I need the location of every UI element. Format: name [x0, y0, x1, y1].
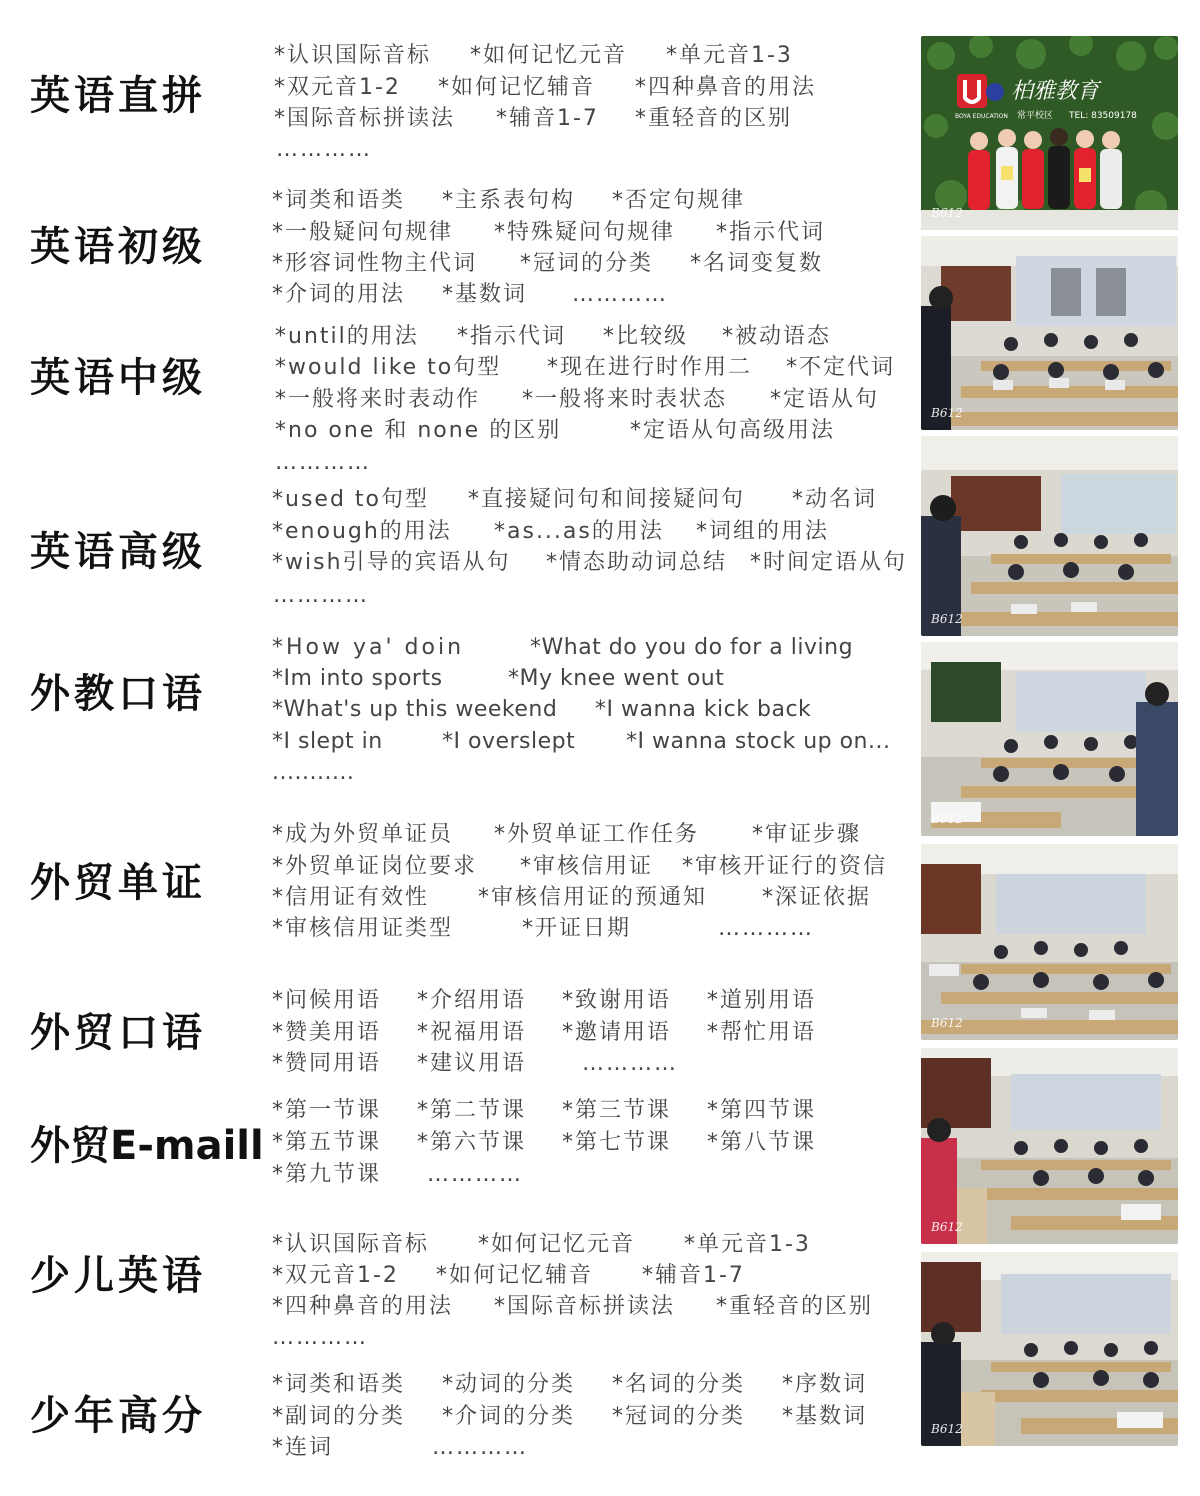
topic-item: *外贸单证岗位要求 — [272, 854, 478, 879]
topic-item: *What's up this weekend — [272, 697, 558, 722]
topic-item: *基数词 — [442, 282, 528, 307]
classroom-illustration — [921, 844, 1178, 1040]
sign-branch: 常平校区 — [1017, 111, 1054, 121]
topic-item: *第六节课 — [417, 1130, 527, 1155]
topic-item: *帮忙用语 — [707, 1020, 817, 1045]
topic-item: *介词的分类 — [442, 1404, 576, 1429]
ellipsis: ………… — [582, 1051, 678, 1076]
topic-item: *一般将来时表动作 — [275, 387, 481, 412]
topic-item: *My knee went out — [508, 666, 725, 691]
topic-item: *动名词 — [792, 487, 878, 512]
classroom-illustration — [921, 642, 1178, 836]
topic-item: *深证依据 — [762, 885, 872, 910]
classroom-illustration — [921, 236, 1178, 430]
topic-item: *What do you do for a living — [530, 635, 854, 660]
course-title: 英语中级 — [30, 355, 206, 401]
topic-item: *词类和语类 — [272, 188, 406, 213]
watermark-badge: B612 — [931, 406, 963, 420]
photo-group-sign — [921, 36, 1178, 230]
classroom-illustration — [921, 1048, 1178, 1244]
topic-item: *第五节课 — [272, 1130, 382, 1155]
ellipsis: ........... — [272, 760, 355, 785]
topic-item: *介绍用语 — [417, 988, 527, 1013]
topic-item: *冠词的分类 — [520, 251, 654, 276]
watermark-badge: B612 — [931, 1016, 963, 1030]
watermark-badge: B612 — [931, 1220, 963, 1234]
topic-item: *审核开证行的资信 — [682, 854, 888, 879]
sign-tel: TEL: 83509178 — [1069, 111, 1137, 121]
topic-item: *指示代词 — [457, 324, 567, 349]
course-title: 英语直拼 — [30, 73, 206, 119]
topic-item: *单元音1-3 — [666, 43, 793, 68]
topic-item: *双元音1-2 — [274, 75, 401, 100]
topic-item: *第四节课 — [707, 1098, 817, 1123]
topic-item: *直接疑问句和间接疑问句 — [468, 487, 746, 512]
topic-item: *审核信用证 — [520, 854, 654, 879]
topic-item: *名词的分类 — [612, 1372, 746, 1397]
topic-item: *词类和语类 — [272, 1372, 406, 1397]
topic-item: *基数词 — [782, 1404, 868, 1429]
topic-item: *国际音标拼读法 — [274, 106, 456, 131]
ellipsis: ………… — [432, 1435, 528, 1460]
topic-item: *as...as的用法 — [494, 519, 664, 544]
topic-item: *主系表句构 — [442, 188, 576, 213]
topic-item: *现在进行时作用二 — [547, 355, 753, 380]
topic-item: *如何记忆辅音 — [438, 75, 596, 100]
ellipsis: ………… — [273, 583, 369, 608]
topic-item: *一般疑问句规律 — [272, 220, 454, 245]
topic-item: *副词的分类 — [272, 1404, 406, 1429]
topic-item: *名词变复数 — [690, 251, 824, 276]
topic-item: *一般将来时表状态 — [522, 387, 728, 412]
topic-item: *Im into sports — [272, 666, 443, 691]
topic-item: *邀请用语 — [562, 1020, 672, 1045]
photo-classroom — [921, 1048, 1178, 1244]
topic-item: *不定代词 — [786, 355, 896, 380]
topic-item: *until的用法 — [275, 324, 419, 349]
topic-item: *定语从句高级用法 — [630, 418, 836, 443]
topic-item: *指示代词 — [716, 220, 826, 245]
ellipsis: ………… — [275, 450, 371, 475]
topic-item: *外贸单证工作任务 — [494, 822, 700, 847]
topic-item: *重轻音的区别 — [716, 1294, 874, 1319]
ellipsis: ………… — [427, 1162, 523, 1187]
topic-item: *定语从句 — [770, 387, 880, 412]
course-title: 英语高级 — [30, 529, 206, 575]
classroom-illustration — [921, 1252, 1178, 1446]
topic-item: *如何记忆辅音 — [436, 1263, 594, 1288]
watermark-badge: B612 — [931, 1422, 963, 1436]
course-title: 少年高分 — [30, 1393, 206, 1439]
topic-item: *四种鼻音的用法 — [635, 75, 817, 100]
topic-item: *审核信用证类型 — [272, 916, 454, 941]
topic-item: *连词 — [272, 1435, 334, 1460]
topic-item: *第二节课 — [417, 1098, 527, 1123]
classroom-illustration — [921, 436, 1178, 636]
topic-item: *How ya' doin — [272, 635, 465, 660]
ellipsis: ………… — [572, 282, 668, 307]
topic-item: *赞同用语 — [272, 1051, 382, 1076]
topic-item: *第一节课 — [272, 1098, 382, 1123]
topic-item: *四种鼻音的用法 — [272, 1294, 454, 1319]
course-title: 外教口语 — [30, 671, 206, 717]
topic-item: *问候用语 — [272, 988, 382, 1013]
course-title: 外贸单证 — [30, 860, 206, 906]
watermark-badge: B612 — [931, 812, 963, 826]
topic-item: *辅音1-7 — [642, 1263, 745, 1288]
course-title: 外贸E-maill — [30, 1123, 264, 1169]
ellipsis: ………… — [718, 916, 814, 941]
topic-item: *第七节课 — [562, 1130, 672, 1155]
photo-classroom — [921, 1252, 1178, 1446]
topic-item: *冠词的分类 — [612, 1404, 746, 1429]
course-title: 英语初级 — [30, 224, 206, 270]
topic-item: *形容词性物主代词 — [272, 251, 478, 276]
topic-item: *比较级 — [603, 324, 689, 349]
topic-item: *情态助动词总结 — [546, 550, 728, 575]
topic-item: *否定句规律 — [612, 188, 746, 213]
topic-item: *审证步骤 — [752, 822, 862, 847]
topic-item: *双元音1-2 — [272, 1263, 399, 1288]
topic-item: *信用证有效性 — [272, 885, 430, 910]
watermark-badge: B612 — [931, 612, 963, 626]
watermark-badge: B612 — [931, 206, 963, 220]
topic-item: *enough的用法 — [272, 519, 452, 544]
topic-item: *赞美用语 — [272, 1020, 382, 1045]
topic-item: *序数词 — [782, 1372, 868, 1397]
topic-item: *认识国际音标 — [272, 1232, 430, 1257]
topic-item: *动词的分类 — [442, 1372, 576, 1397]
topic-item: *开证日期 — [522, 916, 632, 941]
topic-item: *wish引导的宾语从句 — [272, 550, 511, 575]
topic-item: *I wanna stock up on... — [626, 729, 891, 754]
topic-item: *单元音1-3 — [684, 1232, 811, 1257]
sign-name: 柏雅教育 — [1011, 79, 1100, 104]
topic-item: *I slept in — [272, 729, 383, 754]
topic-item: *时间定语从句 — [750, 550, 908, 575]
topic-item: *辅音1-7 — [496, 106, 599, 131]
topic-item: *被动语态 — [722, 324, 832, 349]
topic-item: *道别用语 — [707, 988, 817, 1013]
topic-item: *如何记忆元音 — [478, 1232, 636, 1257]
photo-classroom — [921, 436, 1178, 636]
topic-item: *介词的用法 — [272, 282, 406, 307]
topic-item: *致谢用语 — [562, 988, 672, 1013]
topic-item: *第八节课 — [707, 1130, 817, 1155]
topic-item: *认识国际音标 — [274, 43, 432, 68]
topic-item: *no one 和 none 的区别 — [275, 418, 562, 443]
topic-item: *第三节课 — [562, 1098, 672, 1123]
ellipsis: ………… — [276, 137, 372, 162]
group-photo-illustration — [921, 36, 1178, 230]
topic-item: *I wanna kick back — [595, 697, 812, 722]
topic-item: *I overslept — [442, 729, 576, 754]
topic-item: *would like to句型 — [275, 355, 502, 380]
course-title: 少儿英语 — [30, 1253, 206, 1299]
sign-subtitle: BOYA EDUCATION — [955, 113, 1008, 120]
topic-item: *祝福用语 — [417, 1020, 527, 1045]
ellipsis: ………… — [272, 1325, 368, 1350]
topic-item: *审核信用证的预通知 — [478, 885, 708, 910]
course-title: 外贸口语 — [30, 1010, 206, 1056]
topic-item: *used to句型 — [272, 487, 429, 512]
topic-item: *如何记忆元音 — [470, 43, 628, 68]
topic-item: *特殊疑问句规律 — [494, 220, 676, 245]
photo-classroom — [921, 642, 1178, 836]
photo-classroom — [921, 236, 1178, 430]
topic-item: *词组的用法 — [696, 519, 830, 544]
topic-item: *第九节课 — [272, 1162, 382, 1187]
topic-item: *成为外贸单证员 — [272, 822, 454, 847]
photo-classroom — [921, 844, 1178, 1040]
topic-item: *重轻音的区别 — [635, 106, 793, 131]
topic-item: *建议用语 — [417, 1051, 527, 1076]
topic-item: *国际音标拼读法 — [494, 1294, 676, 1319]
